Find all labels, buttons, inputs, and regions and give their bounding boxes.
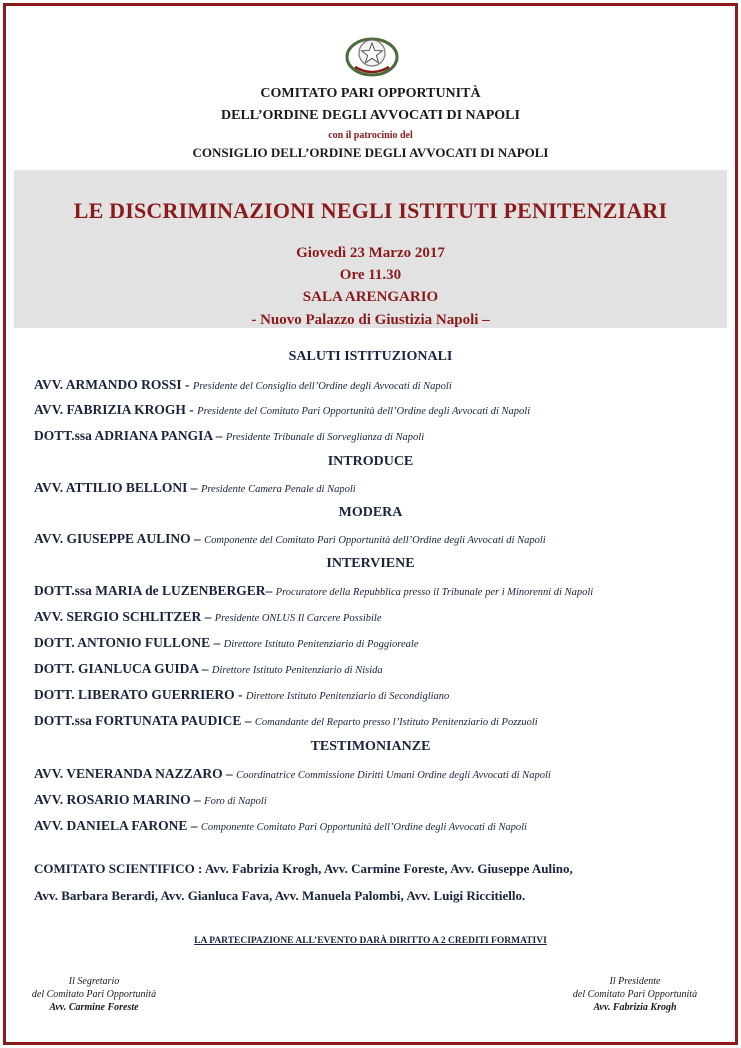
speaker-row [34,634,418,652]
speaker-role: Coordinatrice Commissione Diritti Umani Ordine degli Avvocati di Napoli [236,770,551,781]
speaker-name: DOTT.ssa FORTUNATA PAUDICE – [34,713,255,728]
speaker-row [34,479,356,497]
speaker-row [34,791,267,809]
signature-role: Il Segretario [68,976,120,987]
speaker-role: Presidente Camera Penale di Napoli [200,484,356,495]
speaker-role: Presidente del Comitato Pari Opportunità dell’Ordine degli Avvocati di Napoli [197,406,531,417]
speaker-name: AVV. SERGIO SCHLITZER – [34,609,215,624]
section-interviene: INTERVIENE [326,556,415,571]
speaker-row [34,401,530,419]
event-date: Giovedì 23 Marzo 2017 [296,245,445,261]
speaker-role: Presidente Tribunale di Sorveglianza di Napoli [225,432,425,443]
speaker-name: AVV. FABRIZIA KROGH - [34,402,198,417]
section-saluti: SALUTI ISTITUZIONALI [288,349,453,364]
signature-name: Avv. Carmine Foreste [49,1002,139,1013]
event-time: Ore 11.30 [339,267,402,283]
speaker-row [34,765,551,783]
signature-org: del Comitato Pari Opportunità [31,989,157,1000]
speaker-role: Presidente ONLUS Il Carcere Possibile [214,613,382,624]
speaker-role: Componente Comitato Pari Opportunità dell’Ordine degli Avvocati di Napoli [200,822,527,833]
speaker-name: AVV. GIUSEPPE AULINO – [34,531,205,546]
speaker-role: Direttore Istituto Penitenziario di Poggioreale [223,639,419,650]
speaker-row [34,582,593,600]
speaker-name: DOTT.ssa MARIA de LUZENBERGER– [34,583,276,598]
speaker-role: Procuratore della Repubblica presso il Tribunale per i Minorenni di Napoli [275,587,594,598]
comitato-line-1: COMITATO SCIENTIFICO : Avv. Fabrizia Krogh, Avv. Carmine Foreste, Avv. Giuseppe Aulino, [34,861,573,876]
speaker-name: DOTT. LIBERATO GUERRIERO - [34,687,246,702]
speaker-role: Presidente del Consiglio dell’Ordine degli Avvocati di Napoli [192,381,452,392]
credits-notice: LA PARTECIPAZIONE ALL’EVENTO DARÀ DIRITTO A 2 CREDITI FORMATIVI [194,936,547,946]
speaker-name: AVV. DANIELA FARONE – [34,818,201,833]
section-testimonianze: TESTIMONIANZE [310,739,431,754]
signature-right [535,975,735,1014]
speaker-name: DOTT. GIANLUCA GUIDA – [34,661,212,676]
speaker-name: AVV. ROSARIO MARINO – [34,792,205,807]
header-patronage: con il patrocinio del [328,130,413,141]
event-place: - Nuovo Palazzo di Giustizia Napoli – [251,312,490,328]
italian-republic-emblem-icon [343,33,401,77]
speaker-role: Componente del Comitato Pari Opportunità dell’Ordine degli Avvocati di Napoli [204,535,546,546]
comitato-line-2: Avv. Barbara Berardi, Avv. Gianluca Fava, Avv. Manuela Palombi, Avv. Luigi Riccitiello. [34,888,526,903]
speaker-role: Direttore Istituto Penitenziario di Secondigliano [245,691,450,702]
speaker-name: AVV. ARMANDO ROSSI - [34,377,193,392]
header-line-2: DELL’ORDINE DEGLI AVVOCATI DI NAPOLI [221,108,520,123]
signature-name: Avv. Fabrizia Krogh [593,1002,677,1013]
speaker-row [34,817,527,835]
speaker-name: AVV. VENERANDA NAZZARO – [34,766,237,781]
header-line-4: CONSIGLIO DELL’ORDINE DEGLI AVVOCATI DI NAPOLI [192,145,549,160]
section-modera: MODERA [338,505,403,520]
event-title: LE DISCRIMINAZIONI NEGLI ISTITUTI PENITENZIARI [73,198,668,223]
event-room: SALA ARENGARIO [302,289,439,305]
header-line-1: COMITATO PARI OPPORTUNITÀ [260,86,481,101]
speaker-row [34,712,538,730]
speaker-row [34,530,546,548]
speaker-role: Direttore Istituto Penitenziario di Nisida [211,665,383,676]
speaker-row [34,660,383,678]
speaker-row [34,686,449,704]
signature-left [0,975,194,1014]
speaker-name: DOTT.ssa ADRIANA PANGIA – [34,428,226,443]
speaker-role: Foro di Napoli [204,796,267,807]
signature-org: del Comitato Pari Opportunità [572,989,698,1000]
speaker-row [34,427,424,445]
speaker-name: DOTT. ANTONIO FULLONE – [34,635,224,650]
speaker-row [34,608,382,626]
speaker-name: AVV. ATTILIO BELLONI – [34,480,201,495]
speaker-row [34,376,452,394]
section-introduce: INTRODUCE [327,454,414,469]
speaker-role: Comandante del Reparto presso l’Istituto Penitenziario di Pozzuoli [254,717,538,728]
signature-role: Il Presidente [609,976,661,987]
